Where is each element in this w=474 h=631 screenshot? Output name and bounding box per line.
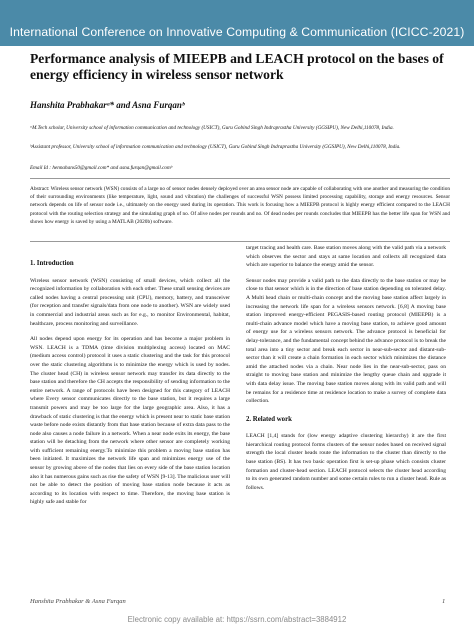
page-number: 1 bbox=[442, 598, 446, 605]
author-emails: Email Id : hennahans50@gmail.com* and asna.furqan@gmail.comᵇ bbox=[30, 165, 173, 171]
footer-authors: Hanshita Prabhakar & Asna Furqan bbox=[30, 598, 126, 605]
section-heading-introduction: 1. Introduction bbox=[30, 260, 74, 267]
right-column bbox=[246, 244, 446, 499]
section-heading-related-work: 2. Related work bbox=[246, 415, 292, 423]
paper-title: Performance analysis of MIEEPB and LEACH protocol on the bases of energy efficiency in wireless sensor network bbox=[30, 51, 444, 82]
divider-top bbox=[30, 178, 450, 179]
left-column bbox=[30, 244, 230, 514]
paragraph: LEACH [1,4] stands for (low energy adaptive clustering hierarchy) it are the first hierarchical routing protocol forms clusters of the sensor nodes based on received signal strength the local cluster heads route the information to the cluster than directly to the base station (BS). It has two basic operation first is set-up phase which consists cluster formation and cluster-head section. LEACH protocol selects the cluster head according to its own generated random number and some certain rules to run a cluster head. Rule as follows. bbox=[246, 433, 446, 491]
ssrn-watermark: Electronic copy available at: https://ssrn.com/abstract=3884912 bbox=[127, 615, 347, 624]
abstract: Abstract: Wireless sensor network (WSN) consists of a large no of sensor nodes densely deployed over an area sensor node are capable of collaborating with one another and measuring the condition of their surrounding environments (like temperature, light, sound and vibration) the challenges of successful WSN possess limited processing capability, storage and energy resources. Sensor network depends on life of sensor node i.e., ultimately on the energy used during its operation. This work is focusing how a MIEEPB protocol is highly energy efficient compared to the LEACH protocol with the routing selection strategy and the simulating graph of no. Of alive nodes per rounds and no. Of dead nodes per rounds concludes that MIEEPB has the better life span for WSN and shows how energy is saved by using a MATLAB (2020b) software. bbox=[30, 186, 450, 225]
conference-title: International Conference on Innovative Computing & Communication (ICICC-2021) bbox=[9, 25, 465, 39]
paragraph: Sensor nodes may provide a valid path to the data directly to the base station or may be close to that sensor which is in the direction of base station depending on tolerated delay. A Multi head chain or multi-chain concept and the moving base station affect largely in increasing the network life span for a wireless sensors network. [6,8] A moving base station improved energy-efficient PEGASIS-based routing protocol (MIEEPB) is a multi-chain advance model which have a moving base station, to achieve good amount of energy use for a wireless sensors network. The advance protocol is beneficial for delay-tolerance, and the fundamental concept behind the advance protocol is to break the total area into a tiny sector and break each sector in near-sub-sector and distant-sub-sector than it will create a chain formation in each sector which minimizes the distance amid the attached nodes via a chain. Near node lies in the near-sub-sector, pass on straight to moving base station and minimize the lengthy queue chain and upgrade it with data delay issue. The moving base station moves along with its valid path and will be remains for a residence time at residence location to make a survey of complete data collection. bbox=[246, 277, 446, 405]
affiliation-a: ᵃM.Tech scholar, University school of information communication and technology (USICT), Guru Gobind Singh Indraprastha University (GGSIPU), New Delhi,110078, India. bbox=[30, 125, 394, 131]
paragraph: All nodes depend upon energy for its operation and has become a major problem in WSN. LEACH is a TDMA (time division multiplexing access) located on MAC (medium access control) protocol it uses a static clustering and the task for this protocol over the static clustering algorithms is to minimize the energy which is used by nodes. The cluster head (CH) in wireless sensor network may transfer its data directly to the base station and therefore the CH accepts the responsibility of sending information to the entire network. A range of protocols have been designed for this category of LEACH where Every sensor communicates directly to the base station, but it requires a large transmit powers and may be too large for the large geographic area. Also, it has a drawback of static clustering is that the energy which is present near to static base station waste before node exists distantly from that base station because of extra data pass to the node also causes a node failure in a network. When a near node exits its energy, the base station will be detaching from the network where other sensor are completely working with sufficient remaining energy.To minimize this problem a moving base station has been initiated. It maximizes the network life span and minimizes energy use of the sensor by growing above of the nodes that lies on every side of the base station location also it has numerous gains such as rise the safety of WSN [9-13]. The malicious user will not be able to detect the position of moving base station node because it acts as according to its location with respect to time. Therefore, the moving base station is highly safe and stable for bbox=[30, 336, 230, 506]
paragraph: target tracing and health care. Base station moves along with the valid path via a network which observes the sector and stays at same location and collects all recognized data which are superior to balance the energy amid the sensor. bbox=[246, 245, 446, 269]
affiliation-b: ᵇAssistant professor, University school of information communication and technology (USICT), Guru Gobind Singh Indraprastha University (GGSIPU), New Delhi,110078, India. bbox=[30, 144, 401, 150]
paper-authors: Hanshita Prabhakarᵃ* and Asna Furqanᵇ bbox=[30, 100, 185, 110]
divider-bottom bbox=[30, 241, 450, 242]
conference-banner bbox=[0, 0, 474, 46]
paragraph: Wireless sensor network (WSN) consisting of small devices, which collect all the recognized information by collaboration with each other. These small sensing devices are called nodes having a central processing unit (CPU), memory, battery, and transceiver (for reception and transfer signals/data from one node to another). WSN are widely used in commercial and industrial areas such as for e.g., to monitor Environmental, habitat, healthcare, process monitoring and surveillance. bbox=[30, 277, 230, 327]
